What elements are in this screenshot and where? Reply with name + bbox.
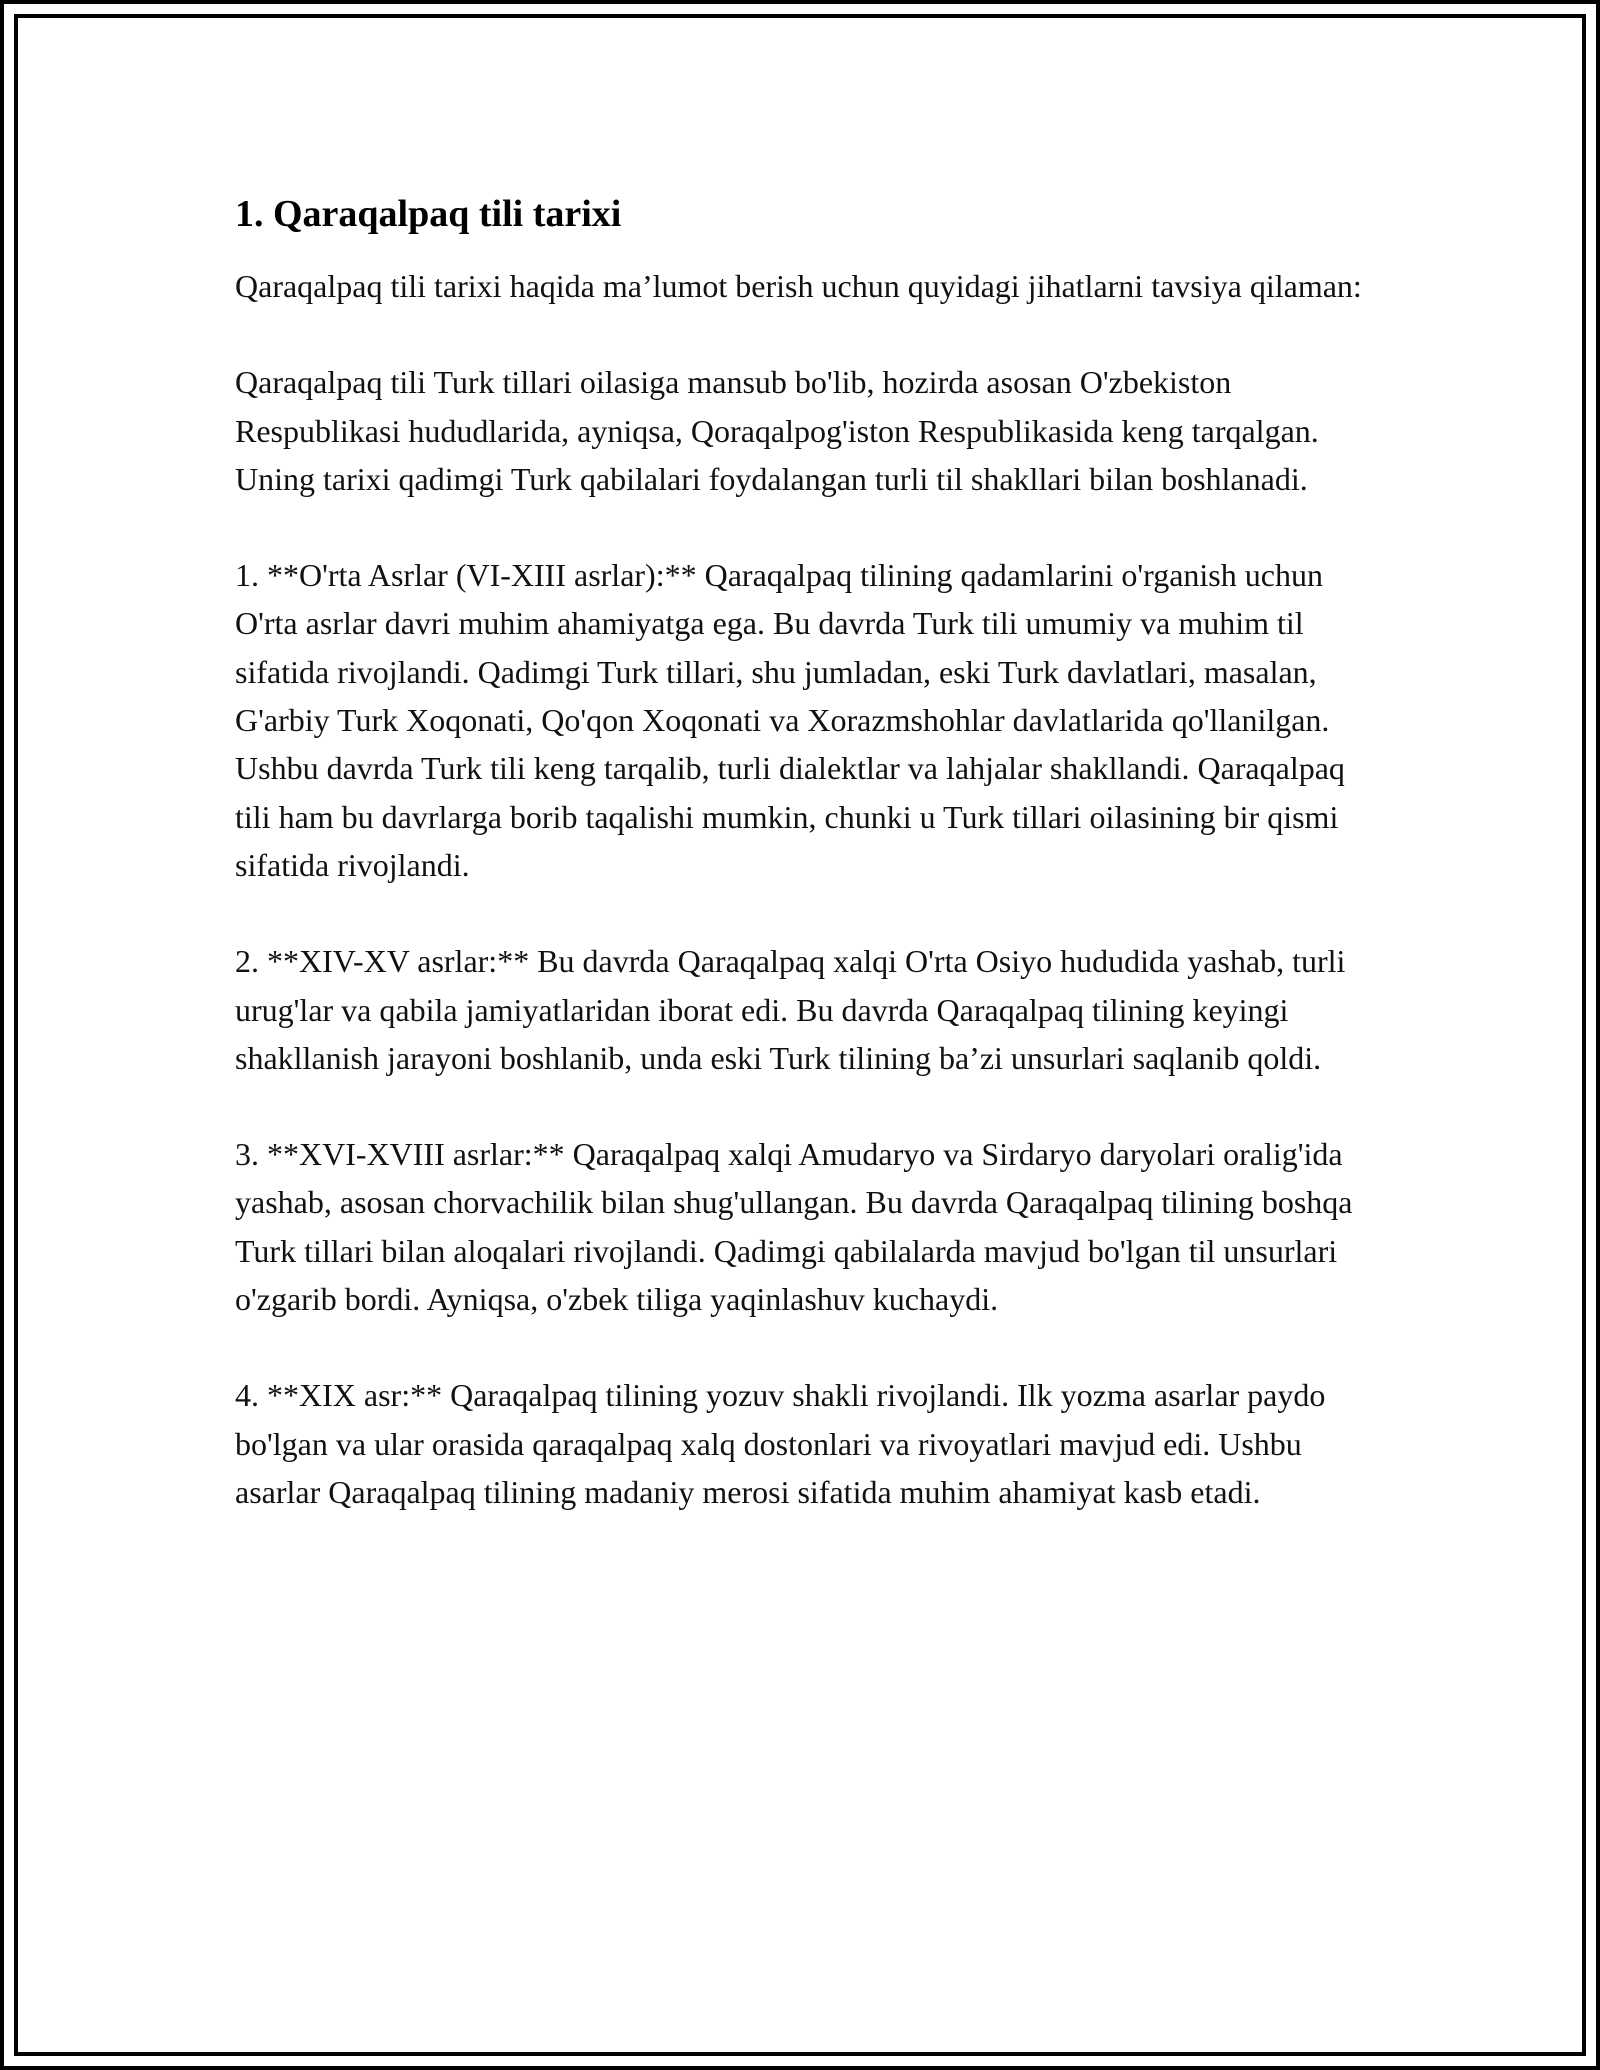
list-item-xix: 4. **XIX asr:** Qaraqalpaq tilining yozuv shakli rivojlandi. Ilk yozma asarlar paydo bo'lgan va ular orasida qaraqalpaq xalq dostonlari va rivoyatlari mavjud edi. Ushbu asarlar Qaraqalpaq tilining madaniy merosi sifatida muhim ahamiyat kasb etadi. <box>235 1377 1326 1510</box>
list-item-middle-ages: 1. **O'rta Asrlar (VI-XIII asrlar):** Qaraqalpaq tilining qadamlarini o'rganish uchun O'rta asrlar davri muhim ahamiyatga ega. Bu davrda Turk tili umumiy va muhim til sifatida rivojlandi. Qadimgi Turk tillari, shu jumladan, eski Turk davlatlari, masalan, G'arbiy Turk Xoqonati, Qo'qon Xoqonati va Xorazmshohlar davlatlarida qo'llanilgan. Ushbu davrda Turk tili keng tarqalib, turli dialektlar va lahjalar shakllandi. Qaraqalpaq tili ham bu davrlarga borib taqalishi mumkin, chunki u Turk tillari oilasining bir qismi sifatida rivojlandi. <box>235 557 1345 883</box>
list-item-xiv-xv: 2. **XIV-XV asrlar:** Bu davrda Qaraqalpaq xalqi O'rta Osiyo hududida yashab, turli urug'lar va qabila jamiyatlaridan iborat edi. Bu davrda Qaraqalpaq tilining keyingi shakllanish jarayoni boshlanib, unda eski Turk tilining ba’zi unsurlari saqlanib qoldi. <box>235 943 1346 1076</box>
overview-paragraph: Qaraqalpaq tili Turk tillari oilasiga mansub bo'lib, hozirda asosan O'zbekiston Respublikasi hududlarida, ayniqsa, Qoraqalpog'iston Respublikasida keng tarqalgan. Uning tarixi qadimgi Turk qabilalari foydalangan turli til shakllari bilan boshlanadi. <box>235 364 1319 497</box>
document-title: 1. Qaraqalpaq tili tarixi <box>235 193 622 235</box>
list-item-xvi-xviii: 3. **XVI-XVIII asrlar:** Qaraqalpaq xalqi Amudaryo va Sirdaryo daryolari oralig'ida yashab, asosan chorvachilik bilan shug'ullangan. Bu davrda Qaraqalpaq tilining boshqa Turk tillari bilan aloqalari rivojlandi. Qadimgi qabilalarda mavjud bo'lgan til unsurlari o'zgarib bordi. Ayniqsa, o'zbek tiliga yaqinlashuv kuchaydi. <box>235 1136 1353 1318</box>
intro-paragraph: Qaraqalpaq tili tarixi haqida ma’lumot berish uchun quyidagi jihatlarni tavsiya qilaman: <box>235 268 1362 304</box>
document-body <box>235 190 1375 1564</box>
